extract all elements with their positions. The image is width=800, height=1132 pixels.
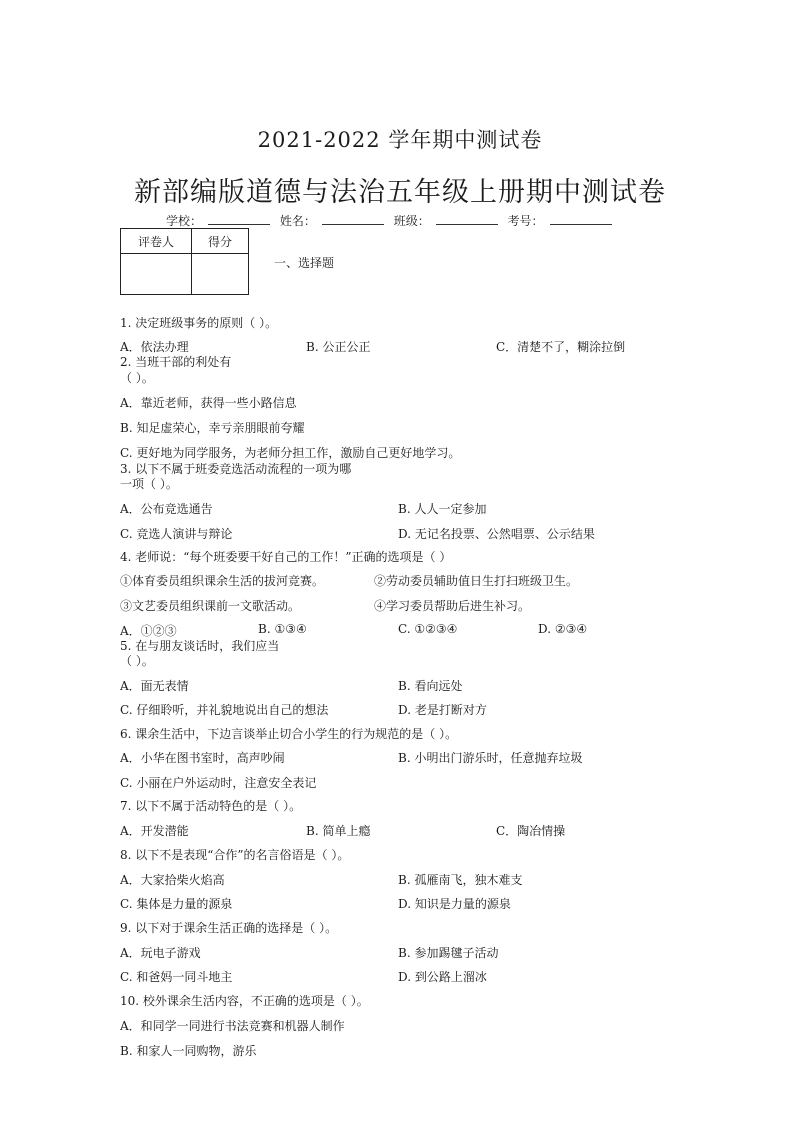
question-line: D. 到公路上溜冰 (398, 970, 487, 984)
school-label: 学校： (166, 214, 203, 228)
question-line: C. 竞选人演讲与辩论 (120, 527, 233, 541)
question-line: 6. 课余生活中，下边言谈举止切合小学生的行为规范的是（ ）。 (120, 727, 458, 741)
score-cell[interactable] (192, 254, 249, 295)
question-line: 5. 在与朋友谈话时，我们应当 (120, 639, 280, 653)
class-label: 班级： (393, 214, 430, 228)
exam-number-label: 考号： (507, 214, 544, 228)
name-label: 姓名： (279, 214, 316, 228)
grader-header: 评卷人 (121, 229, 192, 254)
grader-cell[interactable] (121, 254, 192, 295)
question-line: 1. 决定班级事务的原则（ ）。 (120, 316, 278, 330)
question-line: A．小华在图书室时，高声吵闹 (120, 751, 285, 765)
question-line: A．开发潜能 (120, 824, 189, 838)
question-line: C．清楚不了，糊涂拉倒 (496, 340, 626, 354)
question-line: B. 简单上瘾 (306, 824, 371, 838)
question-line: 一项（ ）。 (120, 477, 178, 491)
question-line: B. 人人一定参加 (398, 502, 487, 516)
question-line: 4. 老师说：“每个班委要干好自己的工作！”正确的选项是（ ） (120, 550, 452, 564)
question-line: 9. 以下对于课余生活正确的选择是（ ）。 (120, 921, 338, 935)
question-line: D. 老是打断对方 (398, 703, 487, 717)
school-blank[interactable] (208, 213, 270, 225)
score-header: 得分 (192, 229, 249, 254)
question-line: C．陶冶情操 (496, 824, 566, 838)
exam-year-title: 2021-2022 学年期中测试卷 (257, 128, 543, 152)
question-line: 3. 以下不属于班委竞选活动流程的一项为哪 (120, 462, 352, 476)
question-line: 10. 校外课余生活内容，不正确的选项是（ ）。 (120, 994, 369, 1008)
student-info-row (166, 212, 618, 229)
question-line: C. 仔细聆听，并礼貌地说出自己的想法 (120, 703, 329, 717)
question-line: C. 和爸妈一同斗地主 (120, 970, 233, 984)
question-line: B. 看向远处 (398, 679, 463, 693)
section-title: 一、选择题 (274, 256, 335, 270)
question-line: B. 孤雁南飞，独木难支 (398, 873, 523, 887)
exam-main-title: 新部编版道德与法治五年级上册期中测试卷 (134, 177, 666, 208)
question-line: ④学习委员帮助后进生补习。 (374, 599, 531, 613)
question-line: C. 小丽在户外运动时，注意安全表记 (120, 776, 317, 790)
exam-number-blank[interactable] (550, 213, 612, 225)
question-line: （ ）。 (120, 654, 154, 668)
question-line: D. 无记名投票、公然唱票、公示结果 (398, 527, 595, 541)
question-line: 7. 以下不属于活动特色的是（ ）。 (120, 799, 302, 813)
question-line: B. 参加踢毽子活动 (398, 946, 499, 960)
question-line: 2. 当班干部的利处有 (120, 355, 232, 369)
class-blank[interactable] (436, 213, 498, 225)
question-line: A．玩电子游戏 (120, 946, 201, 960)
question-line: C. 更好地为同学服务，为老师分担工作，激励自己更好地学习。 (120, 446, 461, 460)
question-line: B. 知足虚荣心，幸亏亲朋眼前夸耀 (120, 421, 305, 435)
question-line: ①体育委员组织课余生活的拔河竞赛。 (120, 574, 325, 588)
question-line: 8. 以下不是表现“合作”的名言俗语是（ ）。 (120, 848, 350, 862)
question-line: B. ①③④ (258, 622, 307, 636)
question-line: C. 集体是力量的源泉 (120, 897, 233, 911)
question-line: ③文艺委员组织课前一文歌活动。 (120, 599, 301, 613)
question-line: A．依法办理 (120, 340, 189, 354)
question-line: A．大家拾柴火焰高 (120, 873, 225, 887)
question-line: B. 小明出门游乐时，任意抛弃垃圾 (398, 751, 583, 765)
score-table (120, 228, 249, 295)
question-line: D. ②③④ (538, 622, 588, 636)
question-line: （ ）。 (120, 371, 154, 385)
question-line: ②劳动委员辅助值日生打扫班级卫生。 (374, 574, 579, 588)
question-line: A．公布竞选通告 (120, 502, 213, 516)
question-line: A．①②③ (120, 624, 177, 638)
name-blank[interactable] (322, 213, 384, 225)
question-line: A．面无表情 (120, 679, 189, 693)
question-line: C. ①②③④ (398, 622, 458, 636)
question-line: B. 公正公正 (306, 340, 371, 354)
question-line: A．靠近老师，获得一些小路信息 (120, 396, 297, 410)
question-line: B. 和家人一同购物，游乐 (120, 1044, 257, 1058)
question-line: A．和同学一同进行书法竞赛和机器人制作 (120, 1019, 345, 1033)
question-line: D. 知识是力量的源泉 (398, 897, 511, 911)
